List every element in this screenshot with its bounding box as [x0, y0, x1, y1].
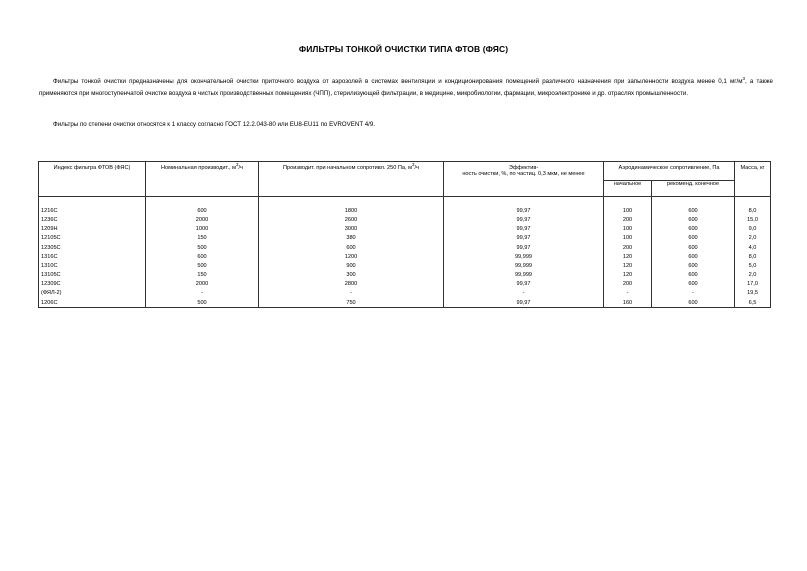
- cell-eff: 99,97: [444, 234, 604, 243]
- cell-final: -: [652, 289, 735, 298]
- cell-perf: 380: [259, 234, 444, 243]
- cell-mass: 9,0: [735, 225, 771, 234]
- cell-initial: -: [604, 289, 652, 298]
- cell-nominal: 600: [146, 252, 259, 261]
- table-row: [39, 215, 771, 224]
- cell-perf: 1200: [259, 252, 444, 261]
- cell-final: 600: [652, 234, 735, 243]
- header-index: Индекс фильтра ФТОВ (ФЯС): [39, 162, 146, 197]
- header-nominal: Номинальная производит., $м^3/ч$: [146, 162, 259, 197]
- cell-eff: -: [444, 289, 604, 298]
- cell-perf: 750: [259, 298, 444, 308]
- table-row: [39, 289, 771, 298]
- cell-mass: 5,0: [735, 261, 771, 270]
- cell-nominal: 150: [146, 271, 259, 280]
- cell-eff: 99,97: [444, 243, 604, 252]
- cell-initial: 200: [604, 215, 652, 224]
- cell-final: 600: [652, 271, 735, 280]
- cell-perf: 1800: [259, 206, 444, 215]
- table-row: [39, 234, 771, 243]
- cell-initial: 160: [604, 298, 652, 308]
- cell-index: 1310С: [39, 261, 146, 270]
- intro-text: Фильтры тонкой очистки предназначены для окончательной очистки приточного воздуха от аэрозолей в системах вентиляции и кондиционирования помещений различного назначения при запыленности воздуха менее 0,1 мг/м: [53, 78, 743, 85]
- cell-perf: 3000: [259, 225, 444, 234]
- cell-nominal: 600: [146, 206, 259, 215]
- table-header-row: [39, 162, 771, 181]
- cell-eff: 99,999: [444, 252, 604, 261]
- cell-index: 12105С: [39, 234, 146, 243]
- cell-perf: 2800: [259, 280, 444, 289]
- table-row: [39, 280, 771, 289]
- cell-initial: 100: [604, 234, 652, 243]
- cell-eff: 99,97: [444, 225, 604, 234]
- cell-index: 12309С: [39, 280, 146, 289]
- cell-final: 600: [652, 225, 735, 234]
- cell-mass: 6,5: [735, 298, 771, 308]
- cell-mass: 17,0: [735, 280, 771, 289]
- class-paragraph: Фильтры по степени очистки относятся к 1 классу согласно ГОСТ 12.2.043-80 или EU8-EU11 по EVROVENT 4/9.: [53, 121, 376, 128]
- cell-final: 600: [652, 215, 735, 224]
- cell-perf: -: [259, 289, 444, 298]
- cell-final: 600: [652, 206, 735, 215]
- cell-initial: 100: [604, 206, 652, 215]
- cell-nominal: 150: [146, 234, 259, 243]
- cell-mass: 19,5: [735, 289, 771, 298]
- cubic-superscript: 3: [742, 75, 745, 81]
- page-title: ФИЛЬТРЫ ТОНКОЙ ОЧИСТКИ ТИПА ФТОВ (ФЯС): [298, 44, 509, 54]
- cell-mass: 2,0: [735, 271, 771, 280]
- cell-index: 1206С: [39, 298, 146, 308]
- cell-initial: 200: [604, 243, 652, 252]
- cell-final: 600: [652, 280, 735, 289]
- cell-mass: 15,0: [735, 215, 771, 224]
- cell-perf: 600: [259, 243, 444, 252]
- cell-index: 1236С: [39, 215, 146, 224]
- cell-mass: 8,0: [735, 252, 771, 261]
- cell-final: 600: [652, 298, 735, 308]
- cell-eff: 99,97: [444, 298, 604, 308]
- cell-nominal: 500: [146, 298, 259, 308]
- header-mass: Масса, кг: [735, 162, 771, 197]
- header-aero-initial: начальное: [604, 181, 652, 197]
- cell-perf: 2600: [259, 215, 444, 224]
- cell-index: (ФЯЛ-2): [39, 289, 146, 298]
- cell-index: 12305С: [39, 243, 146, 252]
- table-row: [39, 298, 771, 308]
- table-row: [39, 225, 771, 234]
- cell-index: 1316С: [39, 252, 146, 261]
- cell-initial: 120: [604, 271, 652, 280]
- intro-text-continued: , а также применяются при многоступенчатой очистке воздуха в чистых производственных помещениях (ЧПП), стерилизующей фильтрации, в медицине, микробиологии, фармации, микроэлектронике и др. отраслях промышленности.: [39, 78, 773, 97]
- table-row: [39, 261, 771, 270]
- header-efficiency: Эффектив- ность очистки, %, по частиц. 0,3 мкм, не менее: [444, 162, 604, 197]
- cell-nominal: 2000: [146, 280, 259, 289]
- intro-paragraph: [39, 76, 773, 99]
- header-aero: Аэродинамическое сопротивление, Па: [604, 162, 735, 181]
- table-row: [39, 206, 771, 215]
- cell-perf: 900: [259, 261, 444, 270]
- cell-initial: 200: [604, 280, 652, 289]
- cell-eff: 99,97: [444, 280, 604, 289]
- cell-initial: 100: [604, 225, 652, 234]
- cell-eff: 99,97: [444, 206, 604, 215]
- filter-specs-table: [38, 161, 771, 308]
- cell-index: 13105С: [39, 271, 146, 280]
- cell-mass: 4,0: [735, 243, 771, 252]
- cell-nominal: 500: [146, 261, 259, 270]
- cell-final: 600: [652, 252, 735, 261]
- header-performance: Производит. при начальном сопротивл. 250 Па, $м^3/ч$: [259, 162, 444, 197]
- table-row: [39, 243, 771, 252]
- table-row: [39, 252, 771, 261]
- cell-nominal: -: [146, 289, 259, 298]
- cell-final: 600: [652, 261, 735, 270]
- cell-perf: 300: [259, 271, 444, 280]
- cell-eff: 99,97: [444, 215, 604, 224]
- cell-nominal: 1000: [146, 225, 259, 234]
- cell-eff: 99,999: [444, 271, 604, 280]
- table-row: [39, 271, 771, 280]
- cell-initial: 120: [604, 252, 652, 261]
- cell-nominal: 500: [146, 243, 259, 252]
- cell-eff: 99,999: [444, 261, 604, 270]
- cell-mass: 2,0: [735, 234, 771, 243]
- cell-index: 1209Н: [39, 225, 146, 234]
- cell-index: 1216С: [39, 206, 146, 215]
- cell-nominal: 2000: [146, 215, 259, 224]
- cell-initial: 120: [604, 261, 652, 270]
- header-aero-final: рекоменд. конечное: [652, 181, 735, 197]
- cell-mass: 8,0: [735, 206, 771, 215]
- cell-final: 600: [652, 243, 735, 252]
